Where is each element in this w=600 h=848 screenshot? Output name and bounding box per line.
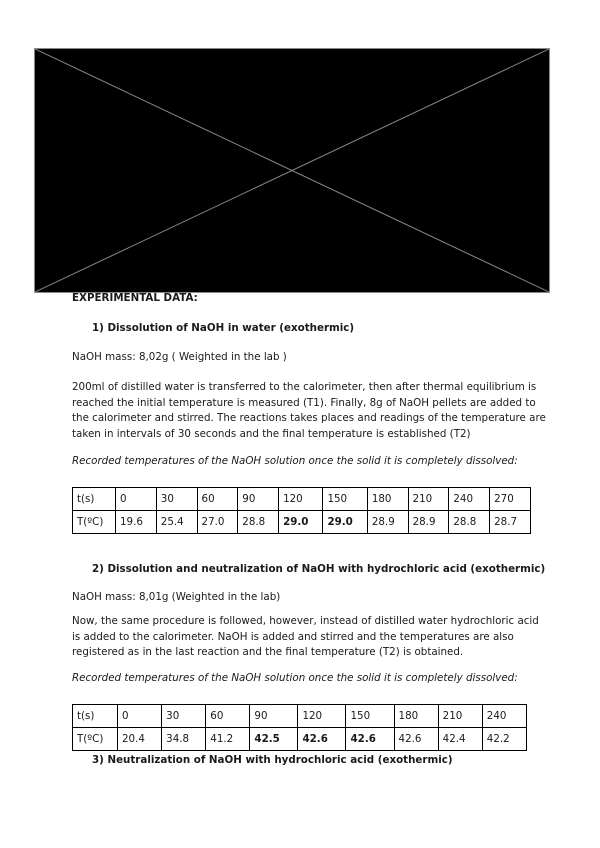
missing-image-placeholder <box>34 48 550 293</box>
table-cell: 34.8 <box>162 728 206 751</box>
table-cell: 210 <box>408 488 449 511</box>
table-cell: 42.4 <box>438 728 482 751</box>
paragraph-line: 200ml of distilled water is transferred to the calorimeter, then after thermal equilibrium is <box>72 381 537 393</box>
section-2-temperature-table <box>72 704 527 751</box>
table-cell: 150 <box>346 705 394 728</box>
table-cell: 30 <box>156 488 197 511</box>
table-cell: 42.6 <box>298 728 346 751</box>
section-2-title: 2) Dissolution and neutralization of NaOH with hydrochloric acid (exothermic) <box>92 563 546 575</box>
table-cell: 28.7 <box>490 511 531 534</box>
table-row <box>73 488 531 511</box>
table-cell: 120 <box>279 488 323 511</box>
table-cell: 19.6 <box>116 511 157 534</box>
table-row-label: t(s) <box>73 705 118 728</box>
table-row-label: t(s) <box>73 488 116 511</box>
table-cell: 60 <box>197 488 238 511</box>
table-row <box>73 728 527 751</box>
section-1-title: 1) Dissolution of NaOH in water (exothermic) <box>92 322 355 334</box>
table-cell: 42.5 <box>250 728 298 751</box>
paragraph-line: is added to the calorimeter. NaOH is added and stirred and the temperatures are also <box>72 630 514 643</box>
table-cell: 20.4 <box>118 728 162 751</box>
table-cell: 41.2 <box>206 728 250 751</box>
section-1-temperature-table <box>72 487 531 534</box>
table-cell: 29.0 <box>323 511 367 534</box>
table-cell: 0 <box>118 705 162 728</box>
section-1-caption: Recorded temperatures of the NaOH solution once the solid it is completely dissolved: <box>72 455 518 467</box>
table-cell: 210 <box>438 705 482 728</box>
table-cell: 28.8 <box>449 511 490 534</box>
table-cell: 27.0 <box>197 511 238 534</box>
table-cell: 120 <box>298 705 346 728</box>
paragraph-line: taken in intervals of 30 seconds and the final temperature is established (T2) <box>72 427 471 440</box>
table-cell: 60 <box>206 705 250 728</box>
table-cell: 90 <box>250 705 298 728</box>
table-row <box>73 511 531 534</box>
paragraph-line: reached the initial temperature is measured (T1). Finally, 8g of NaOH pellets are added to <box>72 396 536 409</box>
table-cell: 25.4 <box>156 511 197 534</box>
section-3-title: 3) Neutralization of NaOH with hydrochloric acid (exothermic) <box>92 754 453 766</box>
section-1-mass: NaOH mass: 8,02g ( Weighted in the lab ) <box>72 351 287 363</box>
table-row <box>73 705 527 728</box>
table-cell: 42.6 <box>394 728 438 751</box>
paragraph-line: registered as in the last reaction and the final temperature (T2) is obtained. <box>72 646 464 659</box>
placeholder-cross-icon <box>35 49 549 292</box>
table-cell: 28.8 <box>238 511 279 534</box>
section-2-paragraph <box>72 614 539 661</box>
table-cell: 42.6 <box>346 728 394 751</box>
paragraph-line: Now, the same procedure is followed, however, instead of distilled water hydrochloric acid <box>72 615 539 627</box>
table-cell: 42.2 <box>482 728 526 751</box>
table-cell: 0 <box>116 488 157 511</box>
section-2-mass: NaOH mass: 8,01g (Weighted in the lab) <box>72 591 281 603</box>
paragraph-line: the calorimeter and stirred. The reactions takes places and readings of the temperature are <box>72 412 546 425</box>
table-cell: 240 <box>449 488 490 511</box>
table-cell: 180 <box>394 705 438 728</box>
section-2-caption: Recorded temperatures of the NaOH solution once the solid it is completely dissolved: <box>72 672 518 684</box>
table-cell: 29.0 <box>279 511 323 534</box>
experimental-data-heading: EXPERIMENTAL DATA: <box>72 292 198 304</box>
table-cell: 90 <box>238 488 279 511</box>
table-row-label: T(ºC) <box>73 728 118 751</box>
table-row-label: T(ºC) <box>73 511 116 534</box>
table-cell: 150 <box>323 488 367 511</box>
table-cell: 180 <box>367 488 408 511</box>
table-cell: 240 <box>482 705 526 728</box>
section-1-paragraph <box>72 380 546 442</box>
table-cell: 30 <box>162 705 206 728</box>
table-cell: 28.9 <box>408 511 449 534</box>
table-cell: 270 <box>490 488 531 511</box>
table-cell: 28.9 <box>367 511 408 534</box>
